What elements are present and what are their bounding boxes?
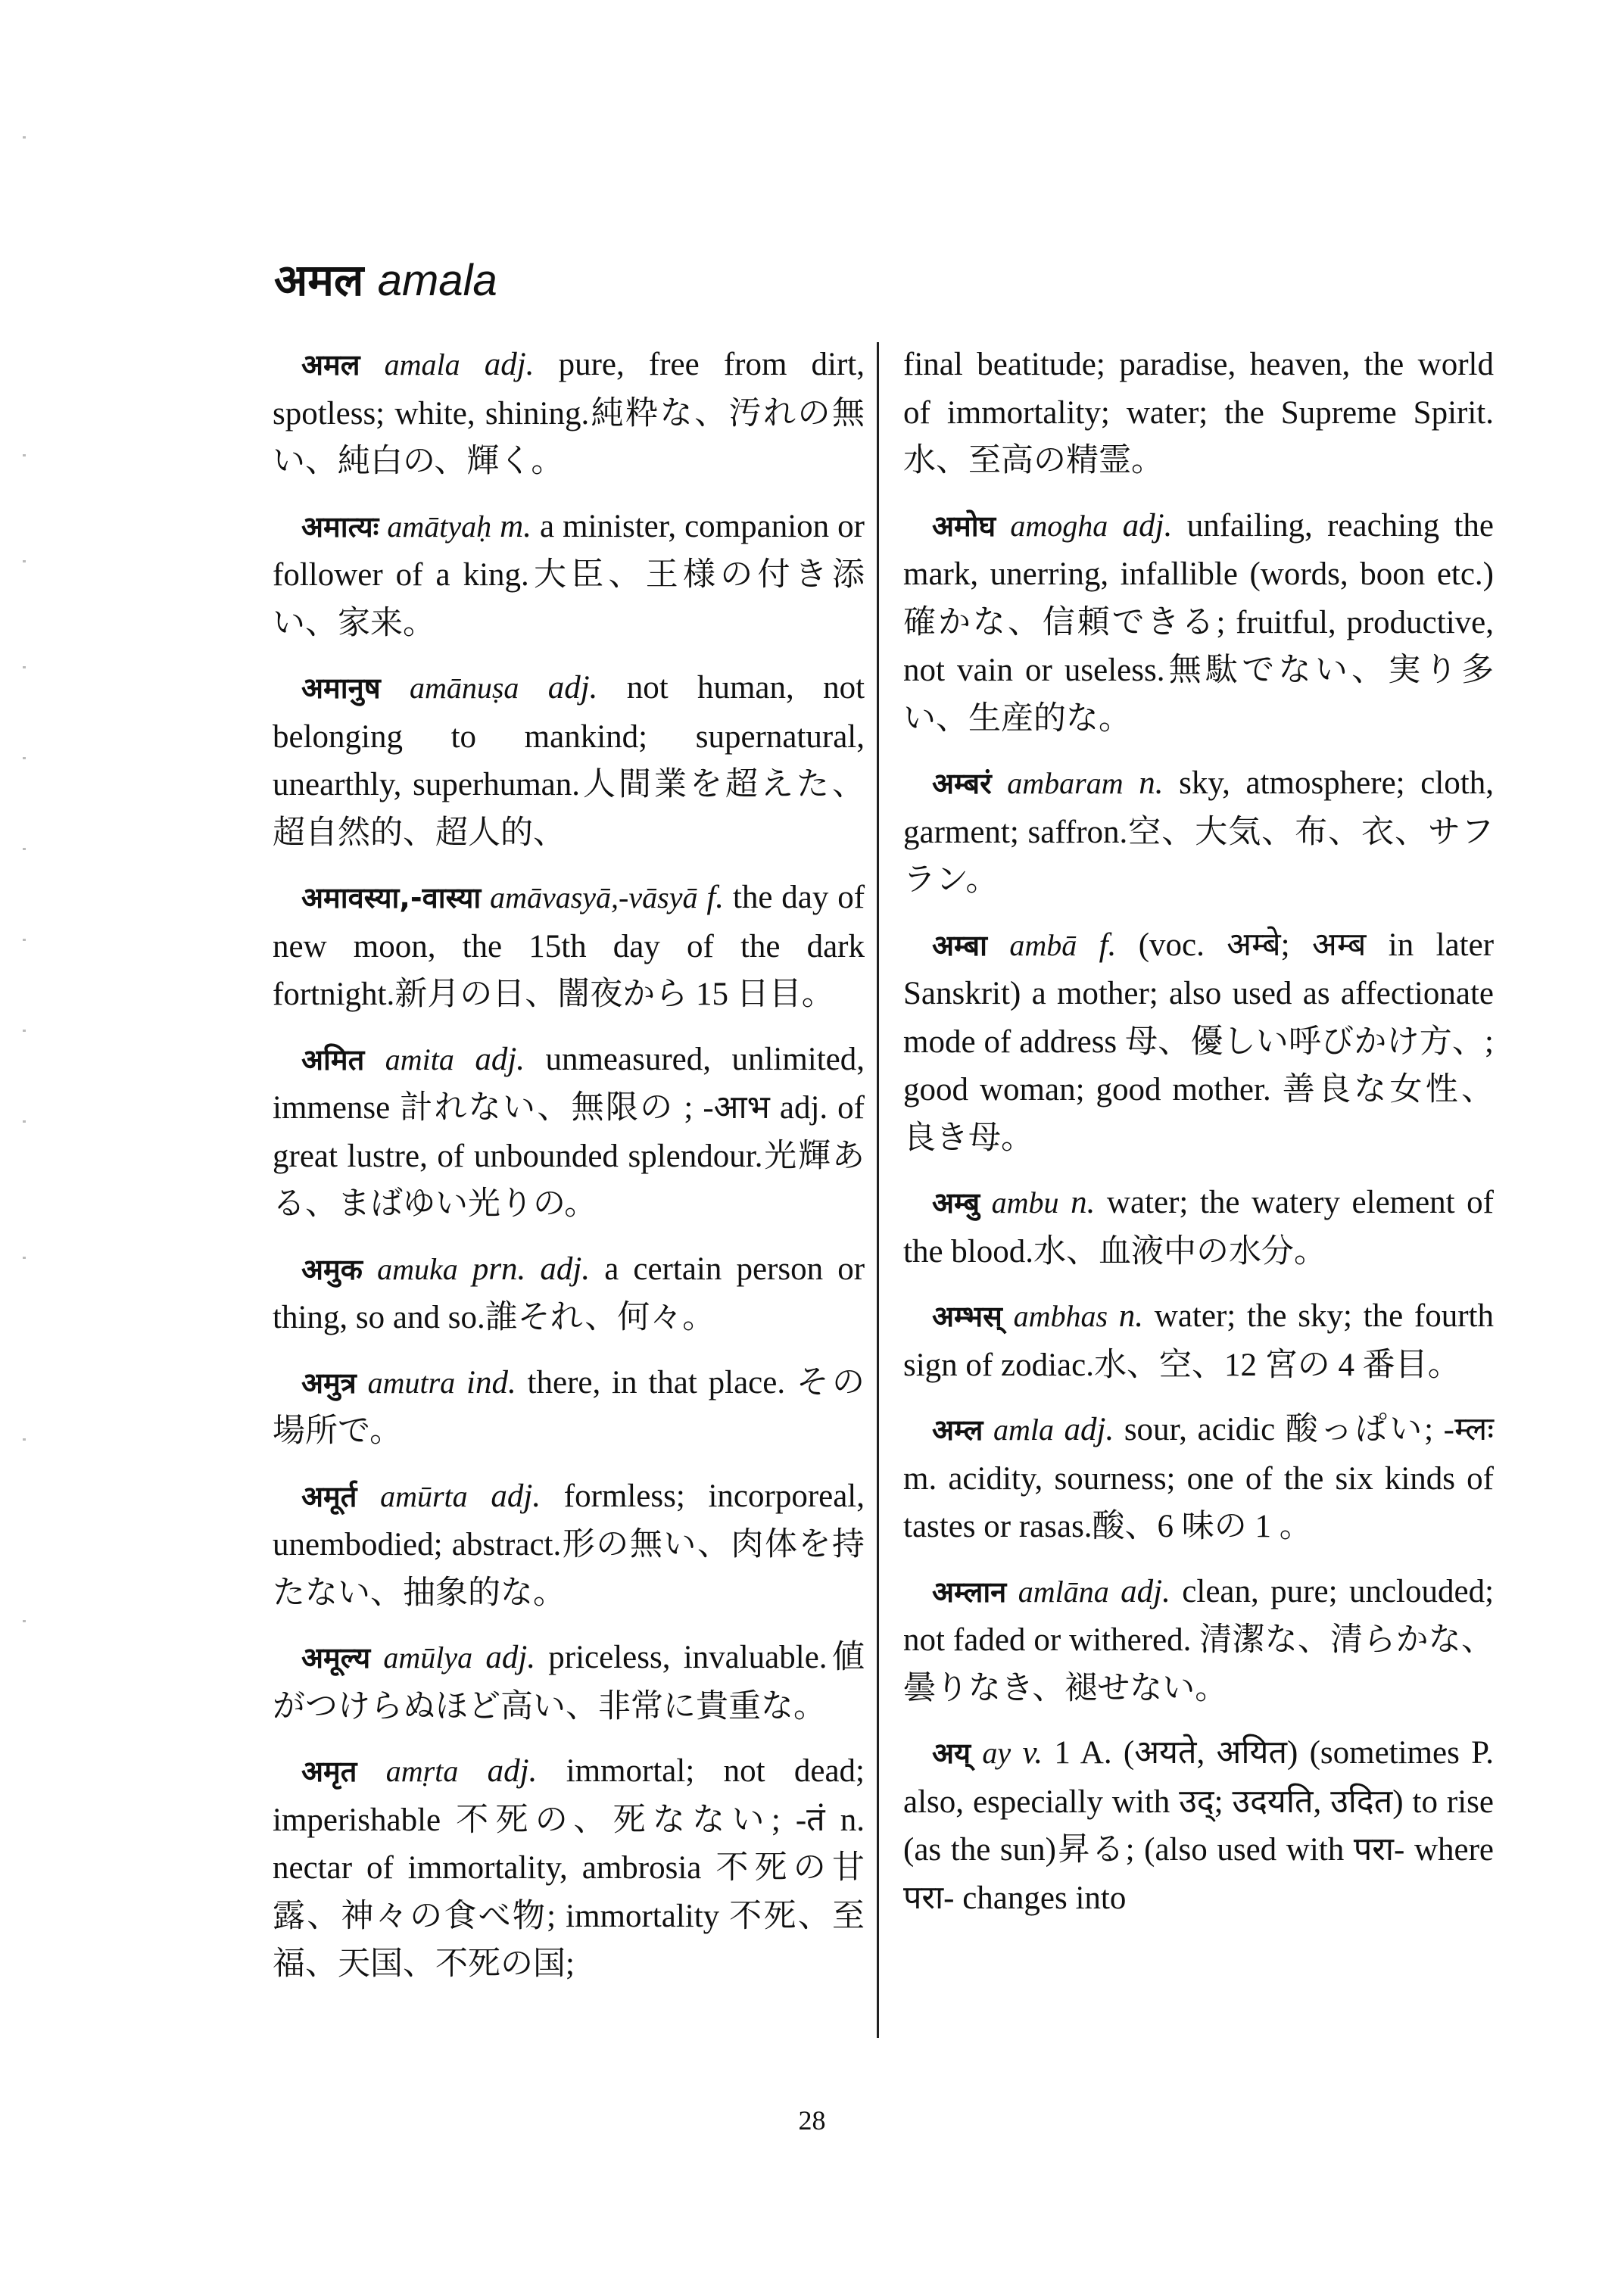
- grammar-label: n.: [1071, 1185, 1096, 1220]
- romanization: amla: [993, 1413, 1054, 1447]
- romanization: amāvasyā,-vāsyā: [490, 880, 698, 914]
- dictionary-entry: [903, 1568, 1494, 1713]
- romanization: amogha: [1010, 508, 1108, 543]
- definition: unfailing, reaching the mark, unerring, infallible (words, boon etc.)確かな、信頼できる; fruitful, productive, not vain or useless.無駄でない、実り多い、生産的な。: [903, 507, 1494, 737]
- right-entries: [903, 502, 1494, 1923]
- dictionary-entry: [903, 759, 1494, 905]
- grammar-label: f.: [706, 880, 725, 915]
- scan-margin-marks: [23, 136, 53, 1953]
- dictionary-entry: [903, 502, 1494, 743]
- grammar-label: adj.: [484, 347, 535, 382]
- romanization: amānuṣa: [409, 671, 519, 705]
- definition: not human, not belonging to mankind; supernatural, unearthly, superhuman.人間業を超えた、超自然的、超人的、: [273, 670, 865, 851]
- definition: sky, atmosphere; cloth, garment; saffron.空、大気、布、衣、サフラン。: [903, 765, 1494, 898]
- dictionary-entry: [273, 664, 865, 857]
- grammar-label: adj.: [1121, 1573, 1170, 1609]
- title-devanagari: अमल: [274, 254, 364, 306]
- headword: अम्बु: [932, 1186, 980, 1220]
- headword: अमल: [301, 348, 360, 382]
- headword: अमित: [301, 1042, 365, 1076]
- definition: a minister, companion or follower of a king.大臣、王様の付き添い、家来。: [273, 508, 865, 641]
- grammar-label: f.: [1099, 927, 1117, 963]
- romanization: amutra: [367, 1365, 456, 1400]
- grammar-label: ind.: [466, 1364, 516, 1400]
- dictionary-entry: [273, 1472, 865, 1618]
- dictionary-entry: [903, 1292, 1494, 1389]
- romanization: amṛta: [385, 1754, 459, 1788]
- definition: unmeasured, unlimited, immense 計れない、無限の ; -आभ adj. of great lustre, of unbounded splendour.光輝ある、まばゆい光りの。: [273, 1041, 865, 1222]
- definition: 1 A. (अयते, अयित) (sometimes P. also, especially with उद्; उदयति, उदित) to rise (as the sun)昇る; (also used with परा- where परा- changes into: [903, 1735, 1495, 1916]
- dictionary-entry: [903, 921, 1494, 1163]
- romanization: ambhas: [1013, 1299, 1108, 1333]
- definition: a certain person or thing, so and so.誰それ、何々。: [273, 1251, 865, 1335]
- dictionary-entry: [903, 1406, 1494, 1551]
- romanization: amita: [385, 1042, 454, 1076]
- headword: अम्लान: [932, 1575, 1007, 1609]
- grammar-label: v.: [1022, 1735, 1043, 1771]
- grammar-label: adj.: [491, 1478, 541, 1514]
- headword: अमानुष: [301, 671, 381, 705]
- grammar-label: adj.: [475, 1041, 525, 1077]
- headword: अमूर्त: [301, 1479, 357, 1513]
- headword: अमावस्या,-वास्या: [301, 881, 482, 914]
- definition: pure, free from dirt, spotless; white, shining.純粋な、汚れの無い、純白の、輝く。: [273, 347, 865, 479]
- romanization: amuka: [377, 1251, 458, 1286]
- definition: clean, pure; unclouded; not faded or withered. 清潔な、清らかな、曇りなき、褪せない。: [903, 1573, 1495, 1706]
- romanization: ambā: [1009, 927, 1077, 962]
- dictionary-entry: [273, 1245, 865, 1342]
- headword: अम्भस्: [932, 1300, 1002, 1333]
- left-column: [273, 341, 865, 2005]
- dictionary-entry: [903, 1729, 1494, 1922]
- title-romanized: amala: [377, 256, 497, 305]
- grammar-label: adj.: [487, 1753, 538, 1789]
- headword: अमात्यः: [301, 509, 379, 544]
- dictionary-entry: [273, 341, 865, 486]
- grammar-label: adj.: [1122, 507, 1173, 544]
- dictionary-entry: [273, 874, 865, 1019]
- headword: अमुत्र: [301, 1366, 357, 1400]
- romanization: ambaram: [1007, 766, 1124, 800]
- headword: अमुक: [301, 1252, 363, 1286]
- romanization: ambu: [991, 1185, 1059, 1220]
- definition: sour, acidic 酸っぱい; -म्लः m. acidity, sourness; one of the six kinds of tastes or rasas.酸、6 味の 1 。: [903, 1412, 1494, 1544]
- grammar-label: m.: [500, 508, 531, 544]
- romanization: amlāna: [1018, 1574, 1109, 1609]
- headword: अय्: [932, 1737, 971, 1770]
- dictionary-entry: [273, 1634, 865, 1731]
- definition: the day of new moon, the 15th day of the dark fortnight.新月の日、闇夜から 15 日目。: [273, 880, 865, 1012]
- definition: priceless, invaluable.値がつけらぬほど高い、非常に貴重な。: [273, 1640, 865, 1724]
- dictionary-entry: [273, 503, 865, 648]
- page-number: 28: [798, 2105, 826, 2136]
- definition: formless; incorporeal, unembodied; abstract.形の無い、肉体を持たない、抽象的な。: [273, 1478, 865, 1611]
- page-title: [274, 250, 497, 311]
- romanization: ay: [982, 1736, 1011, 1770]
- grammar-label: adj.: [547, 670, 598, 706]
- romanization: amātyaḥ: [387, 509, 492, 544]
- dictionary-entry: [903, 1179, 1494, 1276]
- grammar-label: n.: [1118, 1298, 1144, 1334]
- grammar-label: adj.: [485, 1640, 536, 1675]
- right-column: [903, 341, 1494, 1939]
- definition: water; the sky; the fourth sign of zodiac.水、空、12 宮の 4 番目。: [903, 1298, 1495, 1383]
- column-divider: [877, 342, 879, 2038]
- headword: अमोघ: [932, 509, 996, 543]
- definition: there, in that place. その場所で。: [273, 1364, 865, 1449]
- romanization: amūlya: [383, 1640, 473, 1675]
- headword: अमूल्य: [301, 1641, 371, 1675]
- definition: (voc. अम्बे; अम्ब in later Sanskrit) a mother; also used as affectionate mode of address 母、優しい呼びかけ方、; good woman; good mother. 善良な女性、良き母。: [903, 927, 1495, 1156]
- headword: अम्बा: [932, 928, 987, 962]
- romanization: amala: [384, 347, 460, 382]
- dictionary-entry: [273, 1036, 865, 1229]
- definition: immortal; not dead; imperishable 不死の、死なない; -तं n. nectar of immortality, ambrosia 不死の甘露、神々の食べ物; immortality 不死、至福、天国、不死の国;: [273, 1753, 865, 1982]
- grammar-label: prn. adj.: [472, 1251, 591, 1287]
- romanization: amūrta: [380, 1478, 468, 1513]
- headword: अम्बरं: [932, 767, 992, 800]
- definition: water; the watery element of the blood.水、血液中の水分。: [903, 1185, 1495, 1270]
- headword: अमृत: [301, 1755, 357, 1788]
- continuation-text: final beatitude; paradise, heaven, the world of immortality; water; the Supreme Spirit.水、至高の精霊。: [903, 347, 1494, 478]
- grammar-label: n.: [1139, 765, 1164, 801]
- dictionary-entry: [273, 1359, 865, 1456]
- grammar-label: adj.: [1064, 1412, 1114, 1447]
- dictionary-entry: [273, 1747, 865, 1989]
- headword: अम्ल: [932, 1413, 983, 1447]
